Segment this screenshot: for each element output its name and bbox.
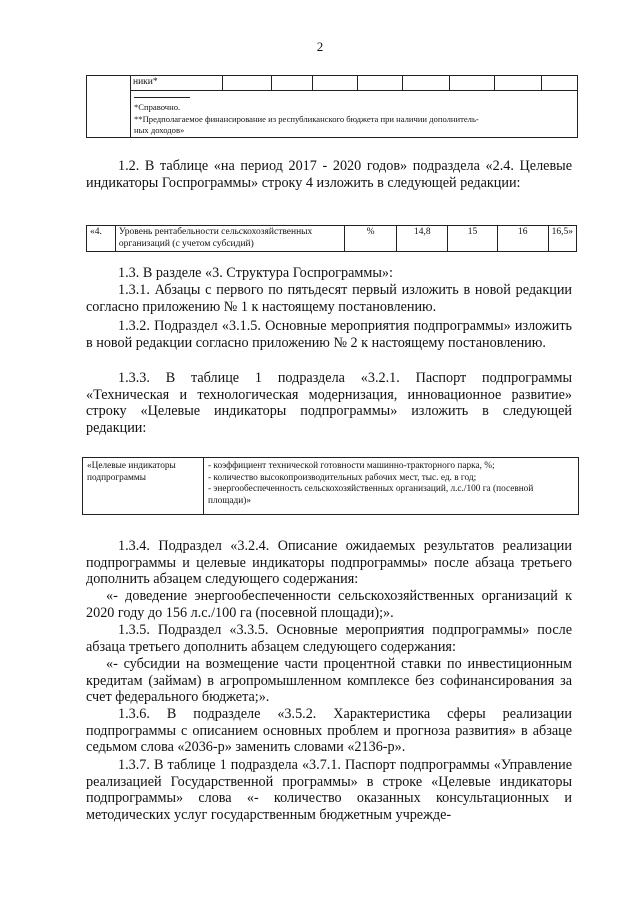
indicator-table [86,225,577,252]
paragraph-1-3-7: 1.3.7. В таблице 1 подраздела «3.7.1. Паспорт подпрограммы «Управление реализацией Государственной программы» в строке «Целевые индикаторы подпрограммы» слова «- количество оказанных консультационных и методических услуг государственным бюджетным учрежде- [86,757,572,823]
page-number: 2 [316,39,324,54]
footnote-1: *Справочно. [134,102,181,112]
paragraph-1-3-2: 1.3.2. Подраздел «3.1.5. Основные мероприятия подпрограммы» изложить в новой редакции согласно приложению № 2 к настоящему постановлению. [86,318,572,351]
target-item-2: - количество высокопроизводительных рабочих мест, тыс. ед. в год; [208,472,477,483]
table-cell-empty [87,76,131,138]
target-item-3: - энергообеспеченность сельскохозяйственных организаций, л.с./100 га (посевной площади)» [208,484,534,506]
quote-1: «- доведение энергообеспеченности сельскохозяйственных организаций к 2020 году до 156 л.с./100 га (посевной площади);». [86,588,572,621]
quote-2: «- субсидии на возмещение части процентной ставки по инвестиционным кредитам (займам) в агропромышленном комплексе без софинансирования за счет федерального бюджета;». [86,656,572,706]
footnotes-cell [131,91,578,138]
indicator-value-2: 15 [448,226,498,252]
indicator-value-3: 16 [497,226,548,252]
table-cell-label: ники* [131,76,223,91]
target-item-1: - коэффициент технической готовности машинно-тракторного парка, %; [208,461,495,471]
footnote-3: ных доходов» [134,125,185,135]
targets-table [82,457,579,515]
table-fragment-top [86,75,578,138]
footnote-2: **Предполагаемое финансирование из республиканского бюджета при наличии дополнитель- [134,113,479,124]
paragraph-1-3-6: 1.3.6. В подразделе «3.5.2. Характеристика сферы реализации подпрограммы с описанием основных проблем и прогноза развития» в абзаце седьмом слова «2036-р» заменить словами «2136-р». [86,706,572,756]
paragraph-1-3-4: 1.3.4. Подраздел «3.2.4. Описание ожидаемых результатов реализации подпрограммы и целевые индикаторы подпрограммы» после абзаца третьего дополнить абзацем следующего содержания: [86,538,572,588]
footnote-rule [134,97,190,98]
paragraph-1-3-3: 1.3.3. В таблице 1 подраздела «3.2.1. Паспорт подпрограммы «Техническая и технологическая модернизация, инновационное развитие» строку «Целевые индикаторы подпрограммы» изложить в следующей редакции: [86,370,572,436]
targets-label: «Целевые индикаторы подпрограммы [83,458,204,515]
indicator-name: Уровень рентабельности сельскохозяйственных организаций (с учетом субсидий) [115,226,344,252]
indicator-value-4: 16,5» [548,226,576,252]
indicator-value-1: 14,8 [397,226,448,252]
indicator-number: «4. [87,226,116,252]
paragraph-1-2: 1.2. В таблице «на период 2017 - 2020 годов» подраздела «2.4. Целевые индикаторы Госпрограммы» строку 4 изложить в следующей редакции: [86,158,572,191]
paragraph-1-3-1: 1.3.1. Абзацы с первого по пятьдесят первый изложить в новой редакции согласно приложению № 1 к настоящему постановлению. [86,282,572,315]
paragraph-1-3: 1.3. В разделе «3. Структура Госпрограммы»: [118,265,393,281]
indicator-unit: % [344,226,397,252]
paragraph-1-3-5: 1.3.5. Подраздел «3.3.5. Основные мероприятия подпрограммы» после абзаца третьего дополнить абзацем следующего содержания: [86,622,572,655]
targets-list [204,458,579,515]
